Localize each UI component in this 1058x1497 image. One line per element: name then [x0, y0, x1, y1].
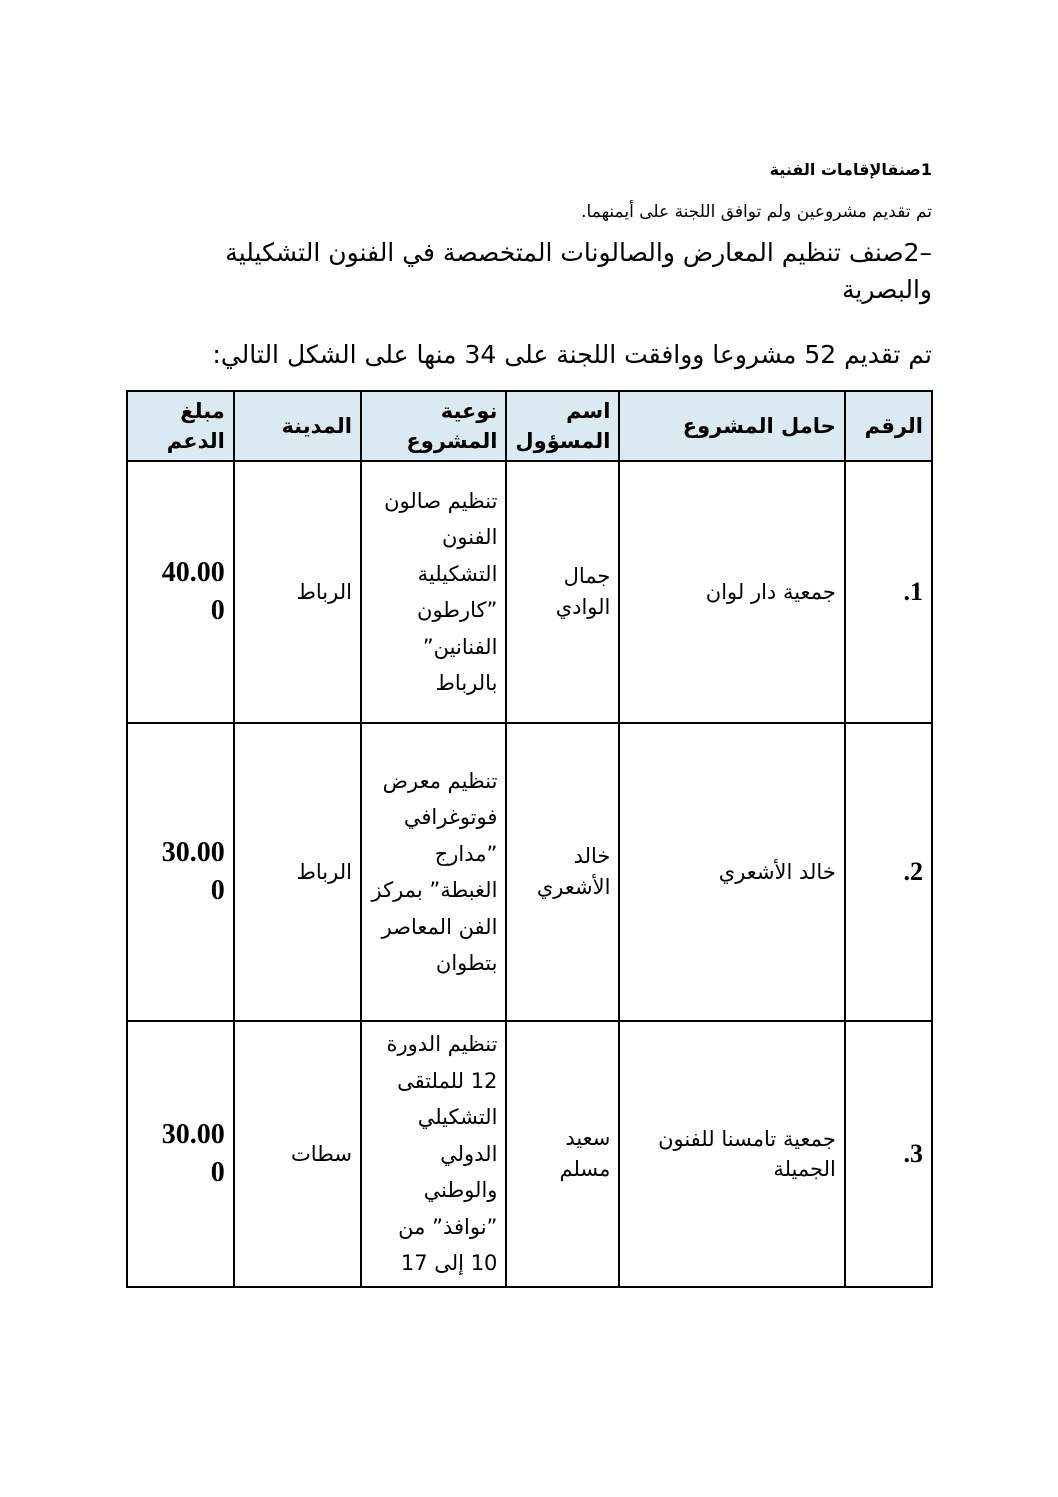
row-responsible: سعيد مسلم: [506, 1021, 619, 1287]
header-owner: حامل المشروع: [619, 391, 844, 461]
row-amount: [127, 723, 234, 1021]
header-num: الرقم: [845, 391, 932, 461]
row-amount: [127, 461, 234, 723]
row-num: 1.: [845, 461, 932, 723]
header-responsible: اسم المسؤول: [506, 391, 619, 461]
row-responsible: خالد الأشعري: [506, 723, 619, 1021]
row-amount: [127, 1021, 234, 1287]
header-city: المدينة: [234, 391, 361, 461]
section-2-intro: تم تقديم 52 مشروعا ووافقت اللجنة على 34 منها على الشكل التالي:: [212, 340, 932, 369]
table-row: [127, 1021, 932, 1287]
row-project-type: تنظيم الدورة 12 للملتقى التشكيلي الدولي والوطني ”نوافذ” من 10 إلى 17: [361, 1021, 506, 1287]
row-project-type: تنظيم صالون الفنون التشكيلية ”كارطون الفنانين” بالرباط: [361, 461, 506, 723]
row-owner: جمعية دار لوان: [619, 461, 844, 723]
section-1-title: 1صنفالإقامات الفنية: [769, 160, 932, 179]
row-city: الرباط: [234, 461, 361, 723]
header-amount: مبلغ الدعم: [127, 391, 234, 461]
table-row: [127, 461, 932, 723]
table-row: [127, 723, 932, 1021]
row-city: سطات: [234, 1021, 361, 1287]
section-1-note: تم تقديم مشروعين ولم توافق اللجنة على أيمنهما.: [581, 202, 932, 222]
row-owner: جمعية تامسنا للفنون الجميلة: [619, 1021, 844, 1287]
row-amount-value: 30.000: [161, 1118, 225, 1188]
table-header-row: [127, 391, 932, 461]
row-num: 3.: [845, 1021, 932, 1287]
row-owner: خالد الأشعري: [619, 723, 844, 1021]
row-num: 2.: [845, 723, 932, 1021]
row-amount-value: 40.000: [161, 557, 225, 626]
row-amount-value: 30.000: [161, 837, 225, 906]
row-project-type: تنظيم معرض فوتوغرافي ”مدارج الغبطة” بمركز الفن المعاصر بتطوان: [361, 723, 506, 1021]
section-2-heading: –2صنف تنظيم المعارض والصالونات المتخصصة في الفنون التشكيلية والبصرية: [225, 238, 932, 304]
row-city: الرباط: [234, 723, 361, 1021]
row-responsible: جمال الوادي: [506, 461, 619, 723]
projects-table: [126, 390, 933, 1288]
header-project-type: نوعية المشروع: [361, 391, 506, 461]
